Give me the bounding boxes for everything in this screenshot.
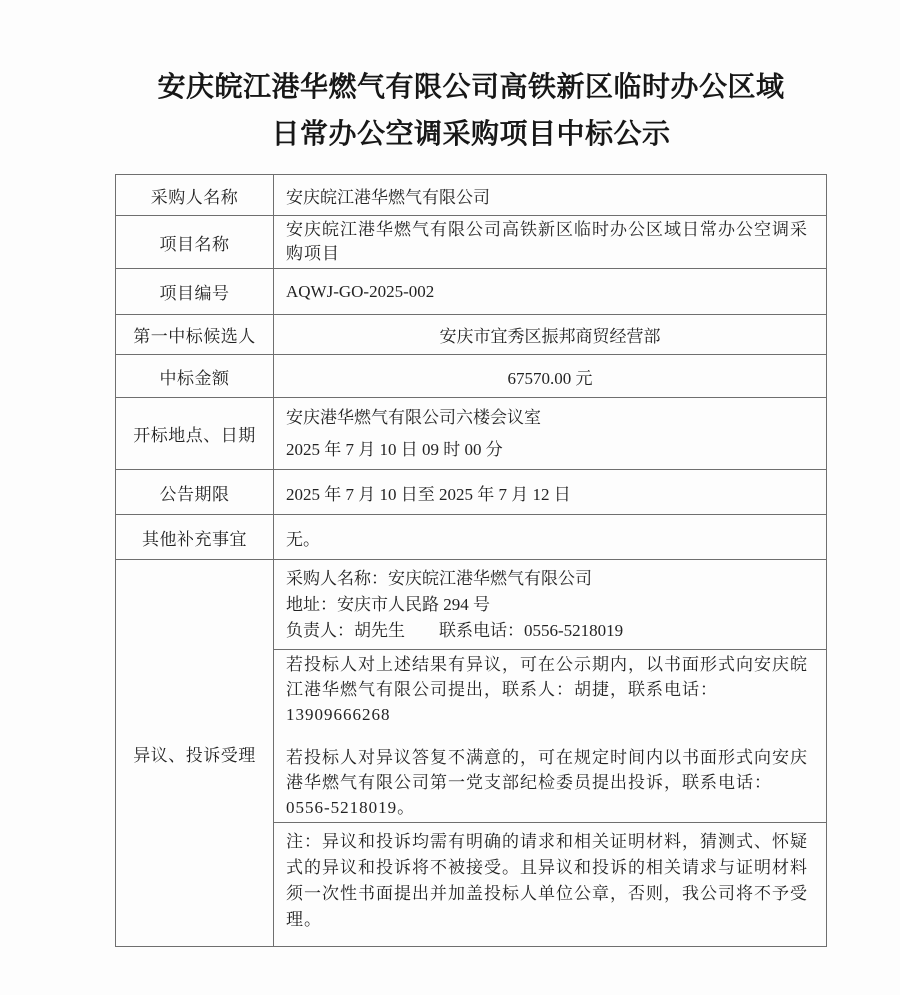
row-award-amount-label: 中标金额	[116, 355, 274, 398]
title-line-2: 日常办公空调采购项目中标公示	[271, 119, 671, 150]
row-project-name-label: 项目名称	[116, 216, 274, 269]
row-announcement-period	[116, 470, 827, 515]
row-complaints-contact	[116, 560, 827, 650]
row-first-candidate-value: 安庆市宜秀区振邦商贸经营部	[274, 315, 827, 355]
complaints-appeal-paragraph: 若投标人对异议答复不满意的，可在规定时间内以书面形式向安庆港华燃气有限公司第一党支部纪检委员提出投诉，联系电话：0556-5218019。	[286, 748, 808, 817]
row-announcement-period-value: 2025 年 7 月 10 日至 2025 年 7 月 12 日	[274, 470, 827, 515]
opening-datetime: 2025 年 7 月 10 日 09 时 00 分	[286, 439, 503, 459]
opening-place: 安庆港华燃气有限公司六楼会议室	[286, 407, 541, 427]
complaints-objection-paragraph: 若投标人对上述结果有异议，可在公示期内，以书面形式向安庆皖江港华燃气有限公司提出，联系人：胡捷，联系电话：13909666268	[286, 655, 808, 724]
row-purchaser	[116, 175, 827, 216]
complaints-contact-cell	[274, 560, 827, 650]
row-first-candidate	[116, 315, 827, 355]
page-title	[115, 64, 827, 158]
row-purchaser-label: 采购人名称	[116, 175, 274, 216]
row-award-amount	[116, 355, 827, 398]
row-first-candidate-label: 第一中标候选人	[116, 315, 274, 355]
row-opening-place-date-value	[274, 398, 827, 470]
title-line-1: 安庆皖江港华燃气有限公司高铁新区临时办公区域	[157, 72, 785, 103]
complaints-contact-person: 负责人：胡先生 联系电话：0556-5218019	[286, 620, 624, 640]
row-other-matters-label: 其他补充事宜	[116, 515, 274, 560]
announcement-table	[115, 174, 827, 947]
row-award-amount-value: 67570.00 元	[274, 355, 827, 398]
complaints-contact-address: 地址：安庆市人民路 294 号	[286, 594, 490, 614]
row-project-number-value: AQWJ-GO-2025-002	[274, 269, 827, 315]
row-opening-place-date-label: 开标地点、日期	[116, 398, 274, 470]
row-project-name	[116, 216, 827, 269]
row-complaints-label: 异议、投诉受理	[116, 560, 274, 947]
complaints-procedure-cell	[274, 650, 827, 823]
row-purchaser-value: 安庆皖江港华燃气有限公司	[274, 175, 827, 216]
complaints-contact-purchaser: 采购人名称：安庆皖江港华燃气有限公司	[286, 568, 592, 588]
row-other-matters	[116, 515, 827, 560]
row-announcement-period-label: 公告期限	[116, 470, 274, 515]
complaints-note-cell: 注：异议和投诉均需有明确的请求和相关证明材料，猜测式、怀疑式的异议和投诉将不被接受。且异议和投诉的相关请求与证明材料须一次性书面提出并加盖投标人单位公章，否则，我公司将不予受理。	[274, 823, 827, 947]
row-project-name-value: 安庆皖江港华燃气有限公司高铁新区临时办公区域日常办公空调采购项目	[274, 216, 827, 269]
row-opening-place-date	[116, 398, 827, 470]
row-project-number	[116, 269, 827, 315]
row-project-number-label: 项目编号	[116, 269, 274, 315]
row-other-matters-value: 无。	[274, 515, 827, 560]
